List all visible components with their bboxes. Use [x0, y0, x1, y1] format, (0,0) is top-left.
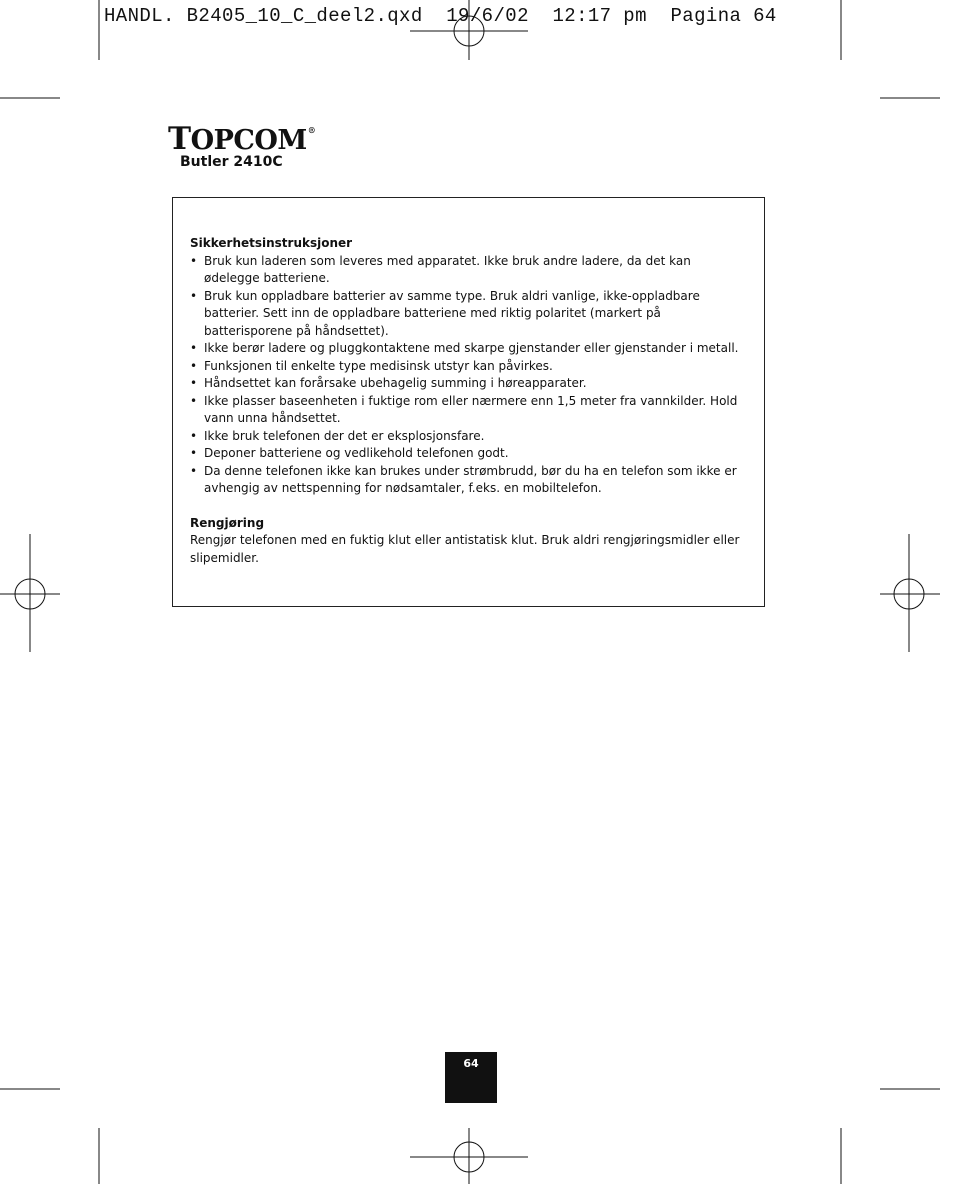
- list-item: • Ikke bruk telefonen der det er eksplosjonsfare.: [190, 428, 750, 446]
- list-item: • Deponer batteriene og vedlikehold telefonen godt.: [190, 445, 750, 463]
- list-item: • Ikke berør ladere og pluggkontaktene med skarpe gjenstander eller gjenstander i metall.: [190, 340, 750, 358]
- list-item: • Da denne telefonen ikke kan brukes under strømbrudd, bør du ha en telefon som ikke er avhengig av nettspenning for nødsamtaler, f.eks. en mobiltelefon.: [190, 463, 750, 498]
- safety-heading: Sikkerhetsinstruksjoner: [190, 236, 353, 250]
- cleaning-heading: Rengjøring: [190, 515, 265, 530]
- instructions-box: [172, 197, 765, 607]
- model-name: Butler 2410C: [180, 154, 283, 170]
- page-number: 64: [445, 1052, 497, 1103]
- topcom-logo: TOPCOM®: [168, 121, 316, 157]
- list-item: • Funksjonen til enkelte type medisinsk utstyr kan påvirkes.: [190, 358, 750, 376]
- list-item: • Ikke plasser baseenheten i fuktige rom eller nærmere enn 1,5 meter fra vannkilder. Hold vann unna håndsettet.: [190, 393, 750, 428]
- cleaning-text: Rengjør telefonen med en fuktig klut eller antistatisk klut. Bruk aldri rengjøringsmidler eller slipemidler.: [190, 533, 740, 565]
- print-slug: HANDL. B2405_10_C_deel2.qxd 19/6/02 12:17 pm Pagina 64: [104, 5, 777, 27]
- safety-list: [190, 253, 750, 498]
- list-item: • Bruk kun oppladbare batterier av samme type. Bruk aldri vanlige, ikke-oppladbare batterier. Sett inn de oppladbare batteriene med riktig polaritet (markert på batterisporene på håndsettet).: [190, 288, 750, 341]
- list-item: • Bruk kun laderen som leveres med apparatet. Ikke bruk andre ladere, da det kan ødelegge batteriene.: [190, 253, 750, 288]
- list-item: • Håndsettet kan forårsake ubehagelig summing i høreapparater.: [190, 375, 750, 393]
